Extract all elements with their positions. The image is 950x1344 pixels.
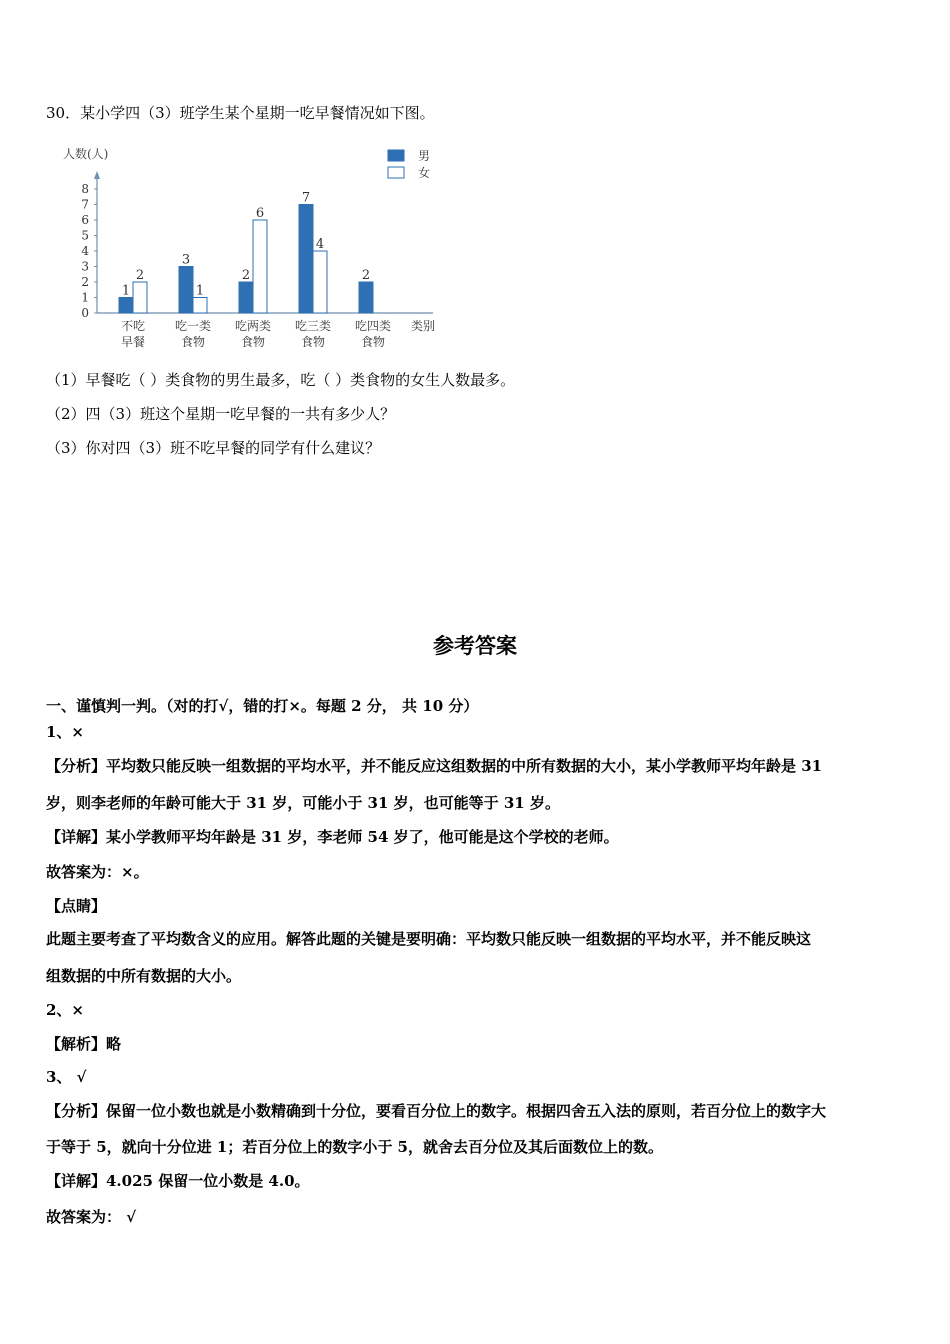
bar-value-label: 2 (241, 268, 251, 283)
section-1-heading: 一、谨慎判一判。（对的打√，错的打×。每题 2 分， 共 10 分） (46, 697, 479, 715)
answer-3-result: 故答案为： √ (46, 1208, 137, 1226)
legend-swatch (388, 150, 404, 161)
x-axis-title: 类别 (410, 319, 436, 333)
y-tick-label: 5 (81, 228, 89, 243)
bar-value-label: 3 (181, 252, 191, 268)
answer-2-label: 2、× (46, 1001, 85, 1019)
answer-1-tip-line1: 此题主要考查了平均数含义的应用。解答此题的关键是要明确：平均数只能反映一组数据的平均水平，并不能反映这 (46, 930, 812, 948)
category-label-line2: 早餐 (120, 335, 146, 349)
answers-heading: 参考答案 (433, 633, 517, 658)
bar-value-label: 1 (195, 283, 205, 299)
breakfast-bar-chart (55, 140, 455, 355)
answer-1-result: 故答案为：×。 (46, 863, 149, 881)
question-30-stem: 30．某小学四（3）班学生某个星期一吃早餐情况如下图。 (46, 104, 435, 122)
question-30-part-3: （3）你对四（3）班不吃早餐的同学有什么建议？ (46, 439, 381, 457)
bar-value-label: 1 (121, 283, 131, 299)
y-tick-label: 0 (81, 306, 89, 320)
bar (239, 282, 253, 313)
y-tick-label: 7 (81, 197, 89, 212)
answer-1-label: 1、× (46, 723, 85, 741)
legend-label: 男 (418, 149, 431, 163)
category-label-line1: 吃四类 (354, 319, 392, 333)
y-tick-label: 3 (81, 259, 89, 274)
answer-3-analysis-line1: 【分析】保留一位小数也就是小数精确到十分位，要看百分位上的数字。根据四舍五入法的原则，若百分位上的数字大 (46, 1102, 827, 1120)
bar-value-label: 2 (135, 268, 145, 283)
category-label-line2: 食物 (360, 335, 386, 349)
y-tick-label: 2 (81, 275, 89, 289)
legend-label: 女 (418, 166, 431, 180)
answer-3-analysis-line2: 于等于 5，就向十分位进 1；若百分位上的数字小于 5，就舍去百分位及其后面数位上的数。 (46, 1138, 663, 1156)
bar-value-label: 4 (315, 237, 325, 252)
bar-value-label: 6 (255, 206, 265, 221)
bar-value-label: 2 (361, 268, 371, 283)
bar (313, 251, 327, 313)
bar (119, 298, 133, 314)
category-label-line2: 食物 (240, 335, 266, 349)
answer-2-analysis: 【解析】略 (46, 1035, 122, 1053)
category-label-line1: 吃三类 (294, 319, 332, 333)
bar-value-label: 7 (301, 190, 311, 206)
y-axis-title: 人数(人) (63, 147, 109, 161)
answer-1-analysis-line2: 岁，则李老师的年龄可能大于 31 岁，可能小于 31 岁，也可能等于 31 岁。 (46, 794, 560, 812)
answer-1-tip-label: 【点睛】 (46, 897, 107, 915)
y-tick-label: 1 (81, 290, 89, 305)
bar (193, 298, 207, 314)
answer-1-detail: 【详解】某小学教师平均年龄是 31 岁，李老师 54 岁了，他可能是这个学校的老师。 (46, 828, 619, 846)
y-axis-arrow (94, 171, 100, 179)
y-tick-label: 8 (81, 182, 89, 196)
answer-3-detail: 【详解】4.025 保留一位小数是 4.0。 (46, 1172, 310, 1190)
bar (133, 282, 147, 313)
bar (253, 220, 267, 313)
answer-1-tip-line2: 组数据的中所有数据的大小。 (46, 967, 242, 985)
category-label-line2: 食物 (300, 335, 326, 349)
category-label-line1: 吃两类 (234, 319, 272, 333)
y-tick-label: 4 (81, 244, 89, 258)
bar (359, 282, 373, 313)
category-label-line2: 食物 (180, 335, 206, 349)
category-label-line1: 不吃 (120, 319, 146, 333)
answer-3-label: 3、 √ (46, 1068, 87, 1086)
category-label-line1: 吃一类 (174, 319, 212, 333)
bar (179, 267, 193, 314)
legend-swatch (388, 167, 404, 178)
question-30-part-1: （1）早餐吃（ ）类食物的男生最多，吃（ ）类食物的女生人数最多。 (46, 371, 516, 389)
answer-1-analysis-line1: 【分析】平均数只能反映一组数据的平均水平，并不能反应这组数据的中所有数据的大小，某小学教师平均年龄是 31 (46, 757, 823, 775)
bar (299, 205, 313, 314)
question-30-part-2: （2）四（3）班这个星期一吃早餐的一共有多少人？ (46, 405, 396, 423)
y-tick-label: 6 (81, 213, 89, 227)
